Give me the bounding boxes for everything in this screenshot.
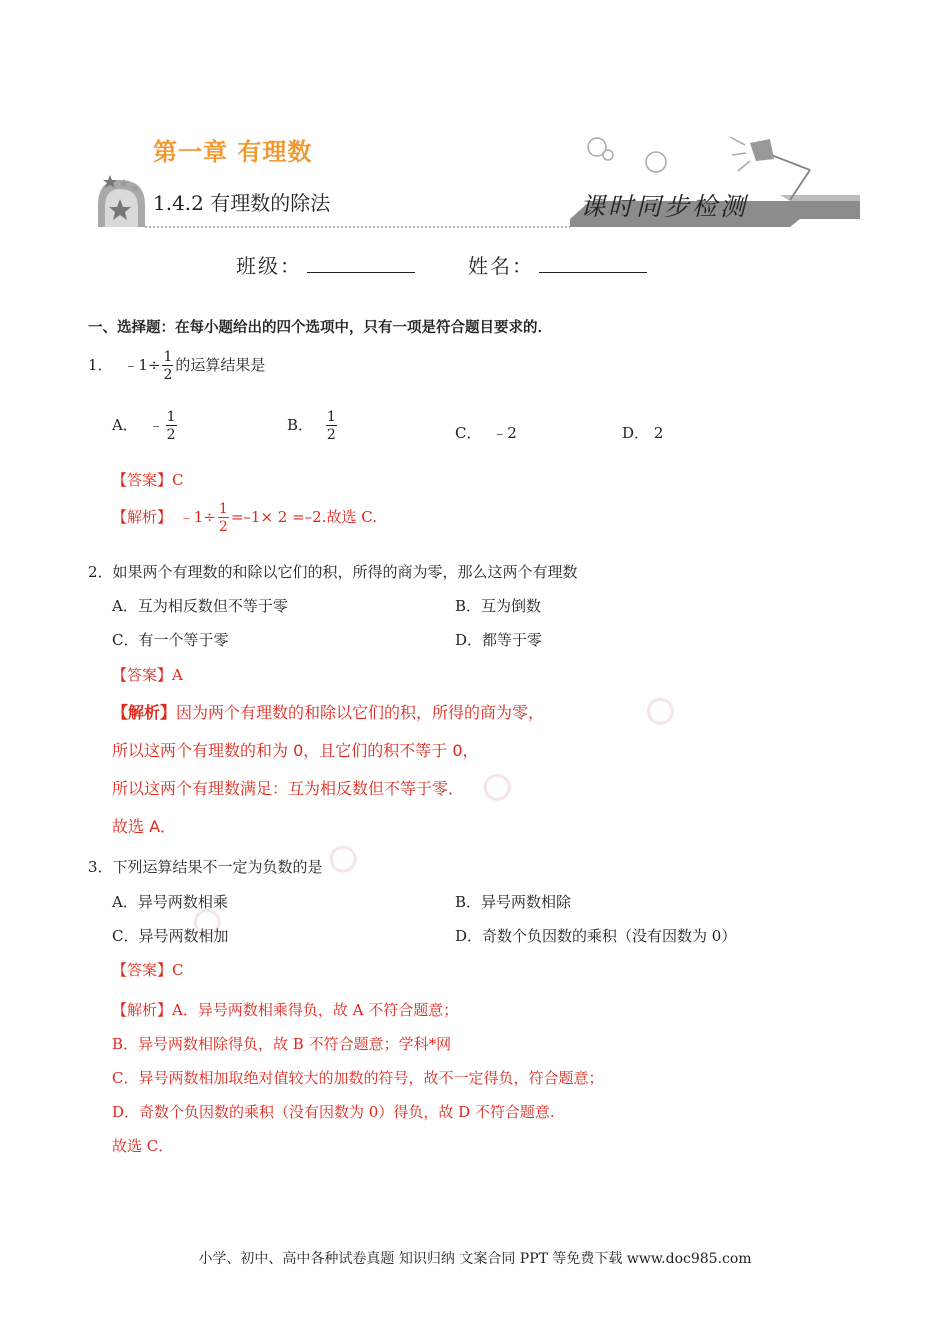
answer-value: A [172,666,183,684]
section-title: 1.4.2 有理数的除法 [153,191,331,215]
analysis-line-4: 故选 A． [112,817,177,836]
analysis-line-1: 【解析】A．异号两数相乘得负，故 A 不符合题意； [112,1001,459,1019]
q2-option-b: B．互为倒数 [455,597,542,615]
analysis-line-2: 所以这两个有理数的和为 0，且它们的积不等于 0， [112,741,479,760]
chapter-title: 第一章 有理数 [153,138,313,166]
fraction: $\frac{1}{2}$ [326,409,336,443]
q2-answer [112,664,183,685]
analysis-tag: 【解析】 [112,1001,173,1019]
analysis-line-5: 故选 C． [112,1137,174,1155]
analysis-line-3: C．异号两数相加取绝对值较大的加数的符号，故不一定得负，符合题意； [112,1069,604,1087]
question-text: 下列运算结果不一定为负数的是 [112,858,323,876]
class-field [236,250,415,279]
question-number: 2． [88,563,113,581]
q2-option-c: C．有一个等于零 [112,631,229,649]
analysis-line-2: B．异号两数相除得负，故 B 不符合题意；学科*网 [112,1035,452,1053]
section-instruction: 一、选择题：在每小题给出的四个选项中，只有一项是符合题目要求的． [88,320,552,336]
class-label: 班级： [236,254,302,278]
q1-option-b: B． $\frac{1}{2}$ [287,409,336,443]
question-3 [88,856,323,877]
q1-option-c: C． ﹣2 [455,424,517,442]
analysis-tag: 【解析】 [112,508,173,526]
answer-tag: 【答案】 [112,961,173,979]
q3-option-b: B．异号两数相除 [455,893,572,911]
question-number: 1． [88,356,113,374]
analysis-line-4: D．奇数个负因数的乘积（没有因数为 0）得负，故 D 不符合题意. [112,1103,555,1121]
answer-tag: 【答案】 [112,471,173,489]
q2-option-a: A．互为相反数但不等于零 [112,597,288,615]
fraction: $\frac{1}{2}$ [218,501,228,535]
q1-answer [112,469,184,490]
q1-option-a: A． ﹣ $\frac{1}{2}$ [112,409,176,443]
question-2 [88,561,578,582]
question-text-prefix: ﹣1÷ [123,356,161,374]
analysis-line-1: 【解析】因为两个有理数的和除以它们的积，所得的商为零， [112,703,545,722]
answer-value: C [172,961,184,979]
brand-title: 课时同步检测 [580,192,749,221]
q3-option-d: D．奇数个负因数的乘积（没有因数为 0） [455,927,737,945]
name-blank [539,271,647,273]
q1-option-d: D． 2 [622,424,664,442]
q1-analysis: 【解析】 ﹣1÷ $\frac{1}{2}$ =–1× 2 =–2.故选 C. [112,501,377,535]
name-field [468,250,647,279]
fraction: $\frac{1}{2}$ [163,349,173,383]
fraction: $\frac{1}{2}$ [166,409,176,443]
q3-option-c: C．异号两数相加 [112,927,229,945]
page-footer: 小学、初中、高中各种试卷真题 知识归纳 文案合同 PPT 等免费下载 www.doc985.com [198,1251,752,1267]
header-banner [90,115,860,235]
answer-value: C [172,471,184,489]
q3-option-a: A．异号两数相乘 [112,893,228,911]
name-label: 姓名： [468,254,534,278]
question-text: 如果两个有理数的和除以它们的积，所得的商为零，那么这两个有理数 [112,563,578,581]
q3-analysis [112,993,603,1163]
question-text-suffix: 的运算结果是 [175,356,266,374]
q2-analysis [112,694,544,846]
q2-option-d: D．都等于零 [455,631,543,649]
answer-tag: 【答案】 [112,666,173,684]
q3-answer [112,959,184,980]
analysis-tag: 【解析】 [112,703,177,722]
class-blank [307,271,415,273]
question-number: 3． [88,858,113,876]
question-1 [88,350,265,382]
analysis-line-3: 所以这两个有理数满足：互为相反数但不等于零． [112,779,465,798]
